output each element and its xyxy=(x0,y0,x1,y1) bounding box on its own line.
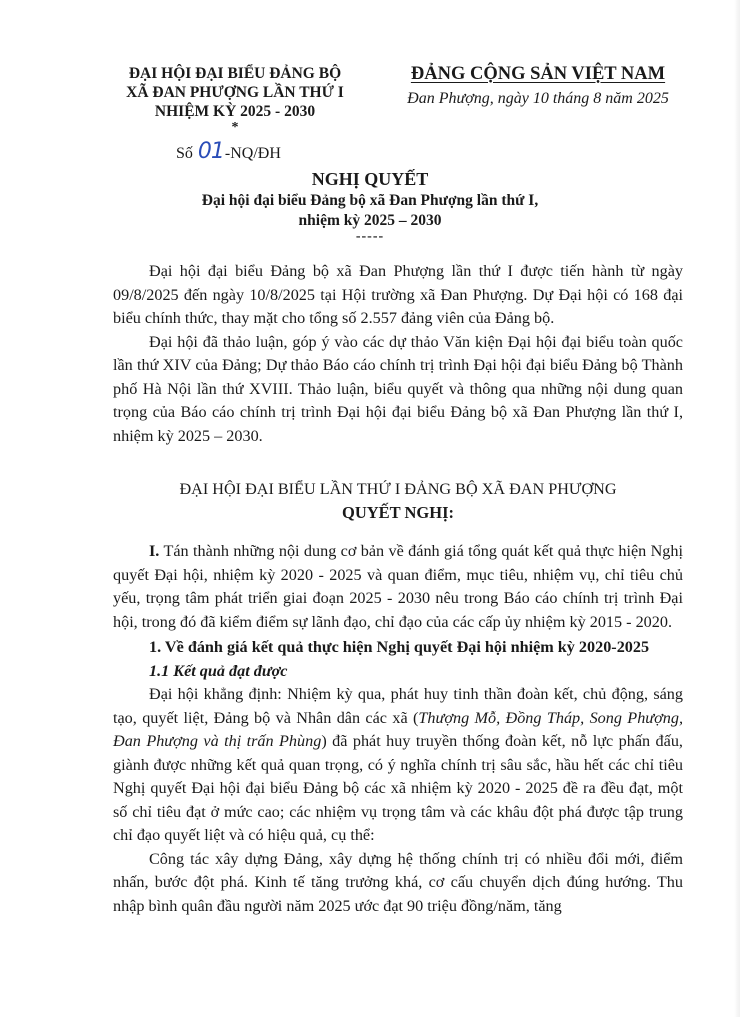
item-i-text: Tán thành những nội dung cơ bản về đánh giá tổng quát kết quả thực hiện Nghị quyết Đại hội, nhiệm kỳ 2020 - 2025 và quan điểm, mục tiêu, nhiệm vụ, chỉ tiêu chủ yếu, trọng tâm phát triển giai đoạn 2025 - 2030 nêu trong Báo cáo chính trị trình Đại hội, trong đó đã kiểm điểm sự lãnh đạo, chỉ đạo của các cấp ủy nhiệm kỳ 2015 - 2020. xyxy=(113,542,683,631)
party-building-paragraph: Công tác xây dựng Đảng, xây dựng hệ thống chính trị có nhiều đổi mới, điểm nhấn, bước đột phá. Kinh tế tăng trưởng khá, cơ cấu chuyển dịch đúng hướng. Thu nhập bình quân đầu người năm 2025 ước đạt 90 triệu đồng/năm, tăng xyxy=(113,849,683,915)
achievements-paragraph xyxy=(113,683,683,848)
header-star: * xyxy=(231,120,239,135)
achievements-text-end: ) đã phát huy truyền thống đoàn kết, nỗ lực phấn đấu, giành được những kết quả quan trọng, có ý nghĩa chính trị sâu sắc, hầu hết các chỉ tiêu Nghị quyết Đại hội đại biểu Đảng bộ các xã nhiệm kỳ 2020 - 2025 đề ra đều đạt, một số chỉ tiêu đạt ở mức cao; các nhiệm vụ trọng tâm và các khâu đột phá được tập trung chỉ đạo quyết liệt và có hiệu quả, cụ thể: xyxy=(113,732,683,844)
document-subtitle-line-2: nhiệm kỳ 2025 – 2030 xyxy=(298,212,442,229)
doc-number-handwritten: 01 xyxy=(197,139,224,164)
achievements-text-start: Đại hội khẳng định: Nhiệm kỳ qua, phát huy tinh thần đoàn kết, chủ động, sáng tạo, quyết liệt, Đảng bộ và Nhân dân các xã ( xyxy=(113,685,683,727)
document-title: NGHỊ QUYẾT xyxy=(311,169,429,189)
intro-text xyxy=(113,260,683,448)
resolution-heading: QUYẾT NGHỊ: xyxy=(341,503,454,522)
doc-number-prefix: Số xyxy=(176,145,193,162)
doc-number-suffix: -NQ/ĐH xyxy=(224,145,281,162)
issuing-body-header xyxy=(100,64,370,134)
document-title-block xyxy=(150,168,590,243)
document-number xyxy=(176,139,281,167)
document-subtitle-line-1: Đại hội đại biểu Đảng bộ xã Đan Phượng lần thứ I, xyxy=(201,192,539,209)
resolution-item-i xyxy=(113,540,683,634)
issuing-body-line-3: NHIỆM KỲ 2025 - 2030 xyxy=(154,103,316,120)
resolution-content xyxy=(113,540,683,918)
resolution-heading-block xyxy=(110,478,686,524)
achievements-communes: Thượng Mỗ, Đồng Tháp, Song Phượng, Đan Phượng và thị trấn Phùng xyxy=(113,708,683,750)
party-name: ĐẢNG CỘNG SẢN VIỆT NAM xyxy=(410,64,666,84)
issuing-body-line-2: XÃ ĐAN PHƯỢNG LẦN THỨ I xyxy=(126,84,344,101)
section-heading-1-1: 1.1 Kết quả đạt được xyxy=(149,661,288,680)
page-edge-shadow xyxy=(734,0,740,1017)
intro-paragraph-1: Đại hội đại biểu Đảng bộ xã Đan Phượng lần thứ I được tiến hành từ ngày 09/8/2025 đến ngày 10/8/2025 tại Hội trường xã Đan Phượng. Dự Đại hội có 168 đại biểu chính thức, thay mặt cho tổng số 2.557 đảng viên của Đảng bộ. xyxy=(113,262,683,327)
issuing-body-line-1: ĐẠI HỘI ĐẠI BIỂU ĐẢNG BỘ xyxy=(128,65,342,82)
section-heading-1: 1. Về đánh giá kết quả thực hiện Nghị quyết Đại hội nhiệm kỳ 2020-2025 xyxy=(149,638,650,656)
item-numeral: I. xyxy=(149,542,160,560)
resolution-congress-line: ĐẠI HỘI ĐẠI BIỂU LẦN THỨ I ĐẢNG BỘ XÃ ĐAN PHƯỢNG xyxy=(179,480,617,498)
intro-paragraph-2: Đại hội đã thảo luận, góp ý vào các dự thảo Văn kiện Đại hội đại biểu toàn quốc lần thứ XIV của Đảng; Dự thảo Báo cáo chính trị trình Đại hội đại biểu Đảng bộ Thành phố Hà Nội lần thứ XVIII. Thảo luận, biểu quyết và thông qua những nội dung quan trọng của Báo cáo chính trị trình Đại hội đại biểu Đảng bộ xã Đan Phượng lần thứ I, nhiệm kỳ 2025 – 2030. xyxy=(113,332,683,445)
title-divider: ----- xyxy=(355,229,385,244)
party-header xyxy=(388,62,688,110)
place-date: Đan Phượng, ngày 10 tháng 8 năm 2025 xyxy=(407,90,669,107)
